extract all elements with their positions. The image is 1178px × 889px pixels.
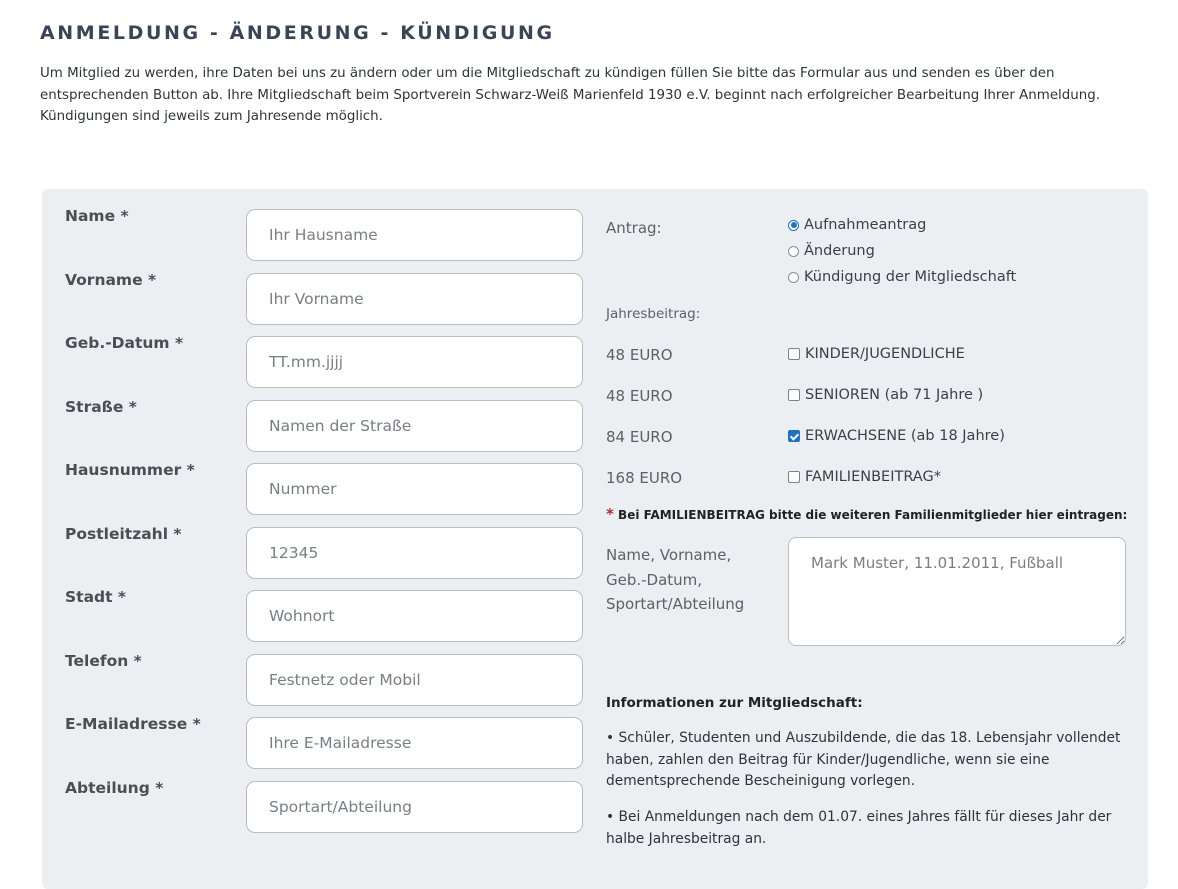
info-title: Informationen zur Mitgliedschaft: xyxy=(606,695,863,711)
field-label: E-Mailadresse * xyxy=(65,715,201,733)
info-item: • Bei Anmeldungen nach dem 01.07. eines Jahres fällt für dieses Jahr der halbe Jahresbeitrag an. xyxy=(606,809,1112,847)
antrag-label: Antrag: xyxy=(606,219,662,237)
field-label: Geb.-Datum * xyxy=(65,334,184,352)
radio-label: Aufnahmeantrag xyxy=(804,217,927,233)
price-kinder: 48 EURO xyxy=(606,346,673,364)
field-row-stadt xyxy=(42,570,602,624)
checkbox-label: KINDER/JUGENDLICHE xyxy=(805,346,965,362)
checkbox-label: FAMILIENBEITRAG* xyxy=(805,469,941,485)
checkbox-checked-icon[interactable] xyxy=(788,430,800,442)
radio-aufnahmeantrag[interactable] xyxy=(788,217,926,233)
field-row-email xyxy=(42,697,602,751)
field-label: Postleitzahl * xyxy=(65,525,182,543)
checkbox-erwachsene[interactable] xyxy=(788,428,1005,444)
radio-label: Änderung xyxy=(804,243,875,259)
label-line: Name, Vorname, xyxy=(606,546,732,564)
field-label: Hausnummer * xyxy=(65,461,195,479)
jahresbeitrag-label: Jahresbeitrag: xyxy=(606,306,701,322)
field-label: Vorname * xyxy=(65,271,157,289)
checkbox-icon[interactable] xyxy=(788,348,800,360)
checkbox-kinder-jugendliche[interactable] xyxy=(788,346,965,362)
membership-form xyxy=(42,189,1148,889)
radio-kuendigung[interactable] xyxy=(788,269,1016,285)
field-row-geburtsdatum xyxy=(42,316,602,370)
checkbox-icon[interactable] xyxy=(788,389,800,401)
checkbox-label: SENIOREN (ab 71 Jahre ) xyxy=(805,387,984,403)
intro-text: Um Mitglied zu werden, ihre Daten bei uns zu ändern oder um die Mitgliedschaft zu kündigen füllen Sie bitte das Formular aus und senden es über den entsprechenden Button ab. Ihre Mitgliedschaft beim Sportverein Schwarz-Weiß Marienfeld 1930 e.V. beginnt nach erfolgreicher Bearbeitung Ihrer Anmeldung. Kündigungen sind jeweils zum Jahresende möglich. xyxy=(40,66,1101,124)
radio-selected-icon[interactable] xyxy=(788,220,799,231)
field-row-strasse xyxy=(42,380,602,434)
field-row-abteilung xyxy=(42,761,602,815)
checkbox-familienbeitrag[interactable] xyxy=(788,469,941,485)
field-label: Name * xyxy=(65,207,129,225)
radio-icon[interactable] xyxy=(788,272,799,283)
label-line: Sportart/Abteilung xyxy=(606,595,745,613)
page-title: ANMELDUNG - ÄNDERUNG - KÜNDIGUNG xyxy=(40,22,555,44)
radio-label: Kündigung der Mitgliedschaft xyxy=(804,269,1017,285)
note-text: Bei FAMILIENBEITRAG bitte die weiteren Familienmitglieder hier eintragen: xyxy=(618,508,1128,522)
info-item: • Schüler, Studenten und Auszubildende, die das 18. Lebensjahr vollendet haben, zahlen den Beitrag für Kinder/Jugendliche, wenn sie eine dementsprechende Bescheinigung vorlegen. xyxy=(606,730,1121,789)
familienbeitrag-note xyxy=(606,505,1127,523)
price-senioren: 48 EURO xyxy=(606,387,673,405)
field-row-name xyxy=(42,189,602,243)
field-row-telefon xyxy=(42,634,602,688)
field-row-hausnummer xyxy=(42,443,602,497)
checkbox-icon[interactable] xyxy=(788,471,800,483)
field-label: Telefon * xyxy=(65,652,142,670)
field-label: Straße * xyxy=(65,398,137,416)
family-members-textarea[interactable] xyxy=(788,537,1126,646)
checkbox-senioren[interactable] xyxy=(788,387,983,403)
price-erwachsene: 84 EURO xyxy=(606,428,673,446)
radio-aenderung[interactable] xyxy=(788,243,875,259)
checkbox-label: ERWACHSENE (ab 18 Jahre) xyxy=(805,428,1005,444)
field-label: Stadt * xyxy=(65,588,127,606)
radio-icon[interactable] xyxy=(788,246,799,257)
required-star-icon: * xyxy=(606,505,614,523)
abteilung-input[interactable] xyxy=(246,781,583,833)
label-line: Geb.-Datum, xyxy=(606,570,703,589)
field-row-postleitzahl xyxy=(42,507,602,561)
price-familie: 168 EURO xyxy=(606,469,683,487)
family-members-label xyxy=(606,543,776,617)
field-row-vorname xyxy=(42,253,602,307)
field-label: Abteilung * xyxy=(65,779,164,797)
